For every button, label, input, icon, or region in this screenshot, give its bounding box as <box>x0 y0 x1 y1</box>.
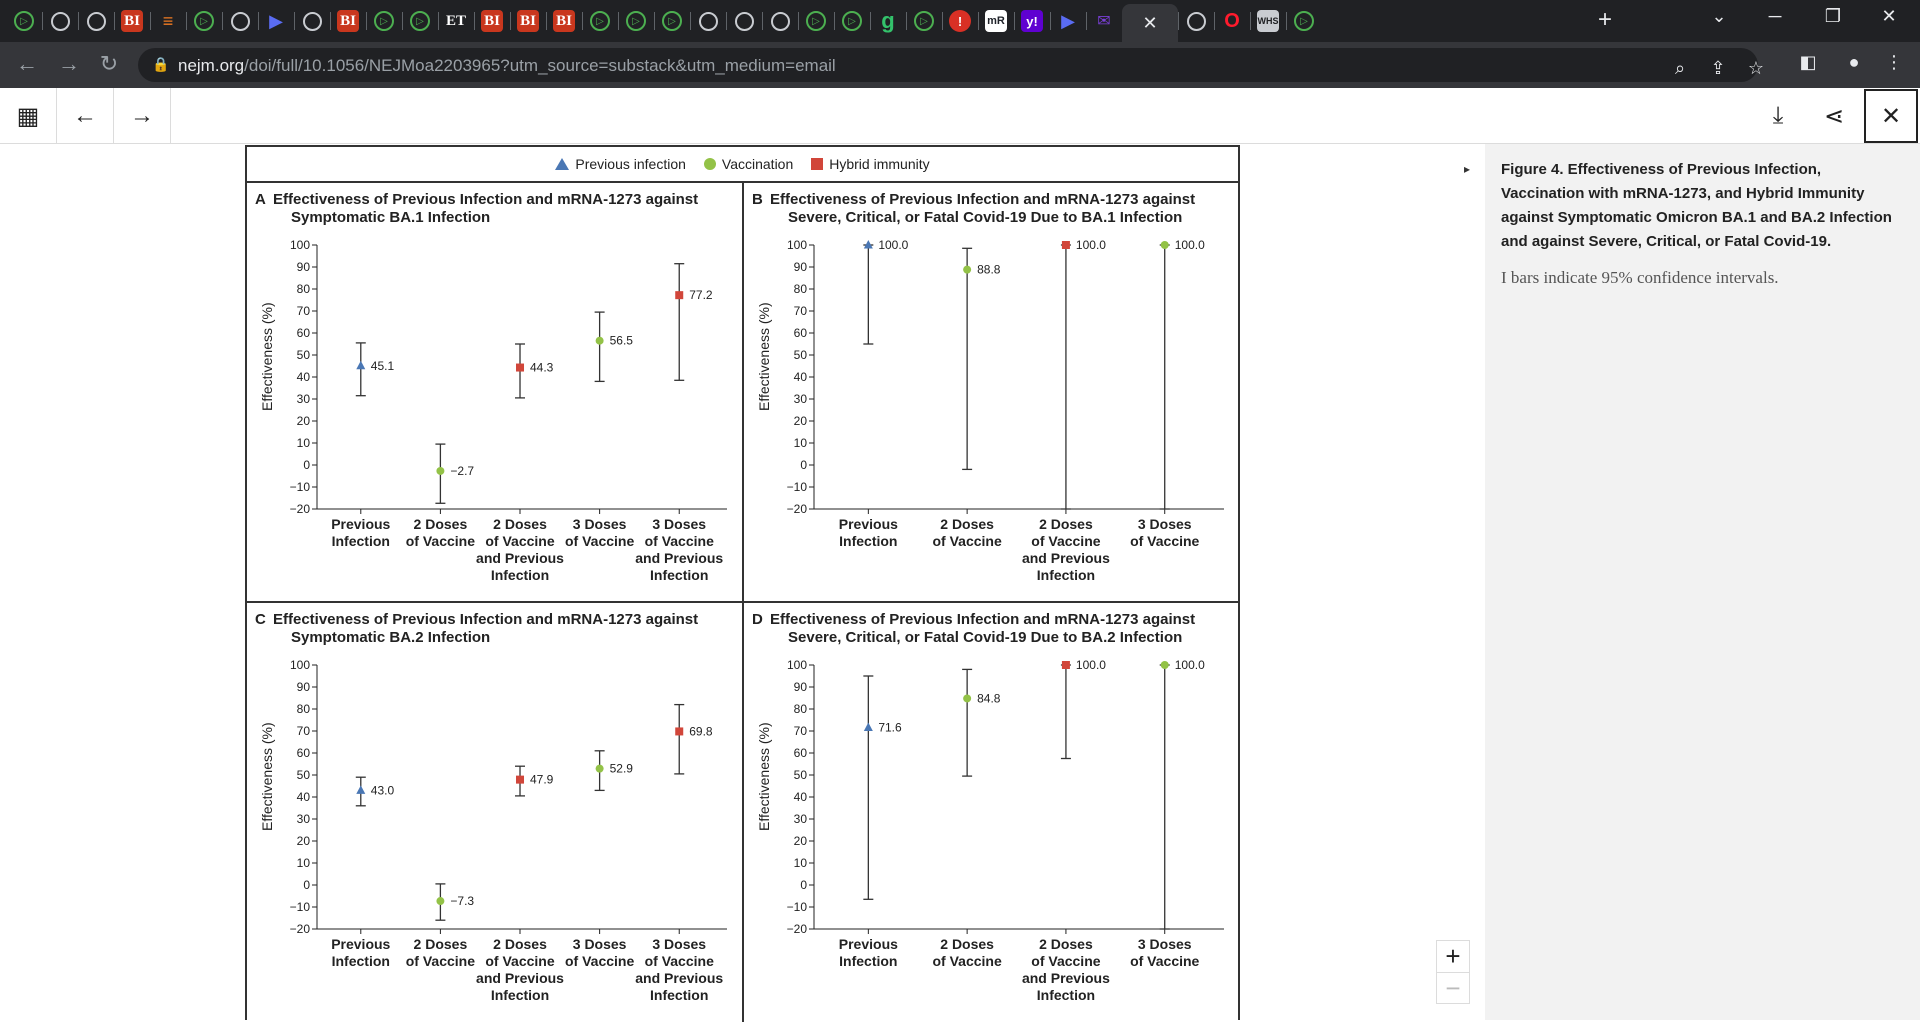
x-tick-label-line: and Previous <box>635 970 724 986</box>
globe-icon <box>87 12 106 31</box>
y-tick-label: −20 <box>289 922 310 936</box>
business-insider-icon: BI <box>517 10 539 32</box>
y-tick-label: −20 <box>786 922 807 936</box>
x-tick-label-line: Infection <box>1036 567 1096 583</box>
x-tick-label-line: Previous <box>331 936 391 952</box>
browser-tab[interactable] <box>330 4 366 38</box>
y-tick-label: 50 <box>296 348 310 362</box>
browser-tab[interactable] <box>6 4 42 38</box>
browser-tab[interactable] <box>942 4 978 38</box>
figure-legend <box>247 147 1238 183</box>
panel-title: B Effectiveness of Previous Infection and mRNA-1273 against Severe, Critical, or Fatal Covid-19 Due to BA.1 Infection <box>752 191 1196 226</box>
y-axis-label: Effectiveness (%) <box>259 302 275 411</box>
y-tick-label: 20 <box>296 414 310 428</box>
globe-icon <box>771 12 790 31</box>
x-tick-label <box>1022 516 1110 583</box>
x-tick-label <box>565 936 634 969</box>
play-icon: ▷ <box>374 11 394 31</box>
url-field[interactable] <box>138 48 1765 82</box>
globe-icon <box>303 12 322 31</box>
data-point-circle <box>1161 661 1169 669</box>
x-tick-label-line: 3 Doses <box>1137 936 1192 952</box>
tab-search-icon[interactable]: ⌄ <box>1711 6 1727 26</box>
data-label: 100.0 <box>1075 658 1106 672</box>
browser-tab-strip <box>0 0 1920 42</box>
data-label: 52.9 <box>609 761 633 776</box>
browser-tab[interactable] <box>726 4 762 38</box>
panel-d <box>744 603 1238 1022</box>
play-icon: ▷ <box>626 11 646 31</box>
share-icon[interactable]: ⋖ <box>1823 102 1845 130</box>
x-tick-label-line: of Vaccine <box>1031 533 1101 549</box>
bookmark-star-icon[interactable]: ☆ <box>1747 58 1765 78</box>
browser-tab[interactable] <box>1286 4 1322 38</box>
legend-hybrid-immunity: Hybrid immunity <box>811 156 929 172</box>
browser-tab[interactable] <box>546 4 582 38</box>
data-label: 44.3 <box>530 360 554 375</box>
play-icon: ▷ <box>806 11 826 31</box>
data-label: 45.1 <box>370 358 395 373</box>
close-viewer-button[interactable]: ✕ <box>1864 89 1918 143</box>
x-tick-label-line: of Vaccine <box>485 533 555 549</box>
x-tick-label-line: of Vaccine <box>644 533 714 549</box>
zoom-out-button[interactable]: − <box>1437 972 1469 1003</box>
collapse-caption-icon[interactable]: ▸ <box>1463 162 1471 176</box>
x-tick-label-line: and Previous <box>476 970 564 986</box>
data-label: 84.8 <box>977 691 1001 706</box>
y-tick-label: 30 <box>793 812 807 826</box>
y-tick-label: 0 <box>303 878 310 892</box>
y-tick-label: 20 <box>793 414 807 428</box>
browser-tab[interactable] <box>1014 4 1050 38</box>
y-tick-label: 50 <box>793 768 807 782</box>
y-tick-label: 30 <box>296 392 310 406</box>
data-label: 100.0 <box>1174 238 1205 252</box>
x-tick-label <box>932 516 1001 549</box>
browser-tab[interactable] <box>978 4 1014 38</box>
y-axis-label: Effectiveness (%) <box>756 302 772 411</box>
data-point-triangle <box>864 722 873 731</box>
y-tick-label: 10 <box>793 436 807 450</box>
y-tick-label: 0 <box>800 458 807 472</box>
et-icon: ET <box>445 10 467 32</box>
browser-tab[interactable] <box>78 4 114 38</box>
yahoo-icon: y! <box>1021 10 1043 32</box>
data-point-circle <box>596 765 604 773</box>
y-tick-label: 60 <box>793 326 807 340</box>
panel-title: A Effectiveness of Previous Infection and mRNA-1273 against Symptomatic BA.1 Infection <box>255 191 699 226</box>
data-point-circle <box>436 897 444 905</box>
data-point-square <box>675 291 683 299</box>
x-tick-label <box>635 936 723 1003</box>
data-point-square <box>516 776 524 784</box>
caption-body: I bars indicate 95% confidence intervals. <box>1501 268 1779 287</box>
play-icon: ▷ <box>914 11 934 31</box>
play-icon: ▷ <box>842 11 862 31</box>
browser-tab[interactable] <box>870 4 906 38</box>
x-tick-label-line: of Vaccine <box>644 953 714 969</box>
x-tick-label-line: 2 Doses <box>413 516 468 532</box>
x-tick-label-line: 3 Doses <box>572 936 627 952</box>
data-point-circle <box>436 467 444 475</box>
close-icon: ✕ <box>1142 12 1158 33</box>
x-tick-label-line: 2 Doses <box>493 936 547 952</box>
browser-tab[interactable] <box>582 4 618 38</box>
business-insider-icon: BI <box>337 10 359 32</box>
browser-tab[interactable] <box>618 4 654 38</box>
data-point-circle <box>1161 241 1169 249</box>
lock-icon: 🔒 <box>152 56 170 72</box>
x-tick-label-line: and Previous <box>1021 550 1110 566</box>
whs-icon: WHS <box>1257 10 1279 32</box>
y-tick-label: 40 <box>793 790 807 804</box>
browser-tab[interactable] <box>1050 4 1086 38</box>
figure-viewer-toolbar <box>0 88 1920 144</box>
globe-icon <box>735 12 754 31</box>
x-tick-label <box>1130 936 1199 969</box>
data-label: 56.5 <box>609 333 633 348</box>
x-tick-label-line: and Previous <box>1021 970 1110 986</box>
browser-tab[interactable] <box>402 4 438 38</box>
y-tick-label: 20 <box>296 834 310 848</box>
x-tick-label-line: 2 Doses <box>940 936 994 952</box>
data-label: 77.2 <box>689 288 713 303</box>
circle-marker-icon <box>704 158 716 170</box>
zoom-icon[interactable]: ⌕ <box>1674 58 1686 78</box>
divider <box>170 88 171 144</box>
x-tick-label-line: Infection <box>331 533 390 549</box>
next-figure-icon[interactable]: → <box>130 102 154 129</box>
y-tick-label: 30 <box>296 812 310 826</box>
data-label: 100.0 <box>1075 238 1106 252</box>
x-tick-label-line: 3 Doses <box>652 936 707 952</box>
browser-tab[interactable] <box>1086 4 1122 38</box>
x-tick-label-line: and Previous <box>476 550 564 566</box>
y-tick-label: 40 <box>296 370 310 384</box>
figure-caption-panel <box>1485 144 1920 1020</box>
x-tick-label-line: 2 Doses <box>413 936 468 952</box>
share-icon[interactable]: ⇪ <box>1710 58 1726 78</box>
x-tick-label-line: of Vaccine <box>1031 953 1101 969</box>
x-tick-label-line: 3 Doses <box>572 516 627 532</box>
y-tick-label: 100 <box>289 658 310 672</box>
reload-icon[interactable]: ↻ <box>99 51 119 76</box>
y-tick-label: 80 <box>793 282 807 296</box>
browser-tab[interactable] <box>834 4 870 38</box>
side-panel-icon[interactable]: ◧ <box>1799 52 1817 72</box>
x-tick-label <box>839 936 898 969</box>
browser-tab[interactable] <box>1250 4 1286 38</box>
y-tick-label: 0 <box>303 458 310 472</box>
forward-icon[interactable]: → <box>58 51 80 76</box>
url-text: nejm.org/doi/full/10.1056/NEJMoa2203965?utm_source=substack&utm_medium=email <box>178 56 836 75</box>
y-tick-label: 10 <box>296 856 310 870</box>
play-icon: ▷ <box>662 11 682 31</box>
play-icon: ▷ <box>194 11 214 31</box>
data-point-circle <box>963 694 971 702</box>
y-tick-label: 30 <box>793 392 807 406</box>
globe-icon <box>699 12 718 31</box>
browser-tab[interactable] <box>150 4 186 38</box>
new-tab-button[interactable]: + <box>1598 6 1613 33</box>
data-label: 100.0 <box>878 238 909 252</box>
y-tick-label: 10 <box>296 436 310 450</box>
y-tick-label: 80 <box>793 702 807 716</box>
play-icon: ▷ <box>410 11 430 31</box>
caption-title: Figure 4. Effectiveness of Previous Infection, Vaccination with mRNA-1273, and Hybrid Immunity against Symptomatic Omicron BA.1 and BA.2 Infection and against Severe, Critical, or Fatal Covid-19. <box>1501 161 1892 250</box>
zoom-controls <box>1436 940 1470 1004</box>
panel-title: D Effectiveness of Previous Infection and mRNA-1273 against Severe, Critical, or Fatal Covid-19 Due to BA.2 Infection <box>752 611 1196 646</box>
play-icon: ▷ <box>590 11 610 31</box>
play-icon: ▷ <box>1294 11 1314 31</box>
y-tick-label: 10 <box>793 856 807 870</box>
x-tick-label <box>565 516 634 549</box>
y-tick-label: 60 <box>296 746 310 760</box>
x-tick-label-line: Infection <box>839 953 898 969</box>
browser-tab[interactable] <box>510 4 546 38</box>
globe-icon <box>51 12 70 31</box>
y-axis-label: Effectiveness (%) <box>756 722 772 831</box>
flag-icon: ▶ <box>1061 10 1075 31</box>
x-tick-label-line: 3 Doses <box>652 516 707 532</box>
y-tick-label: 70 <box>296 724 310 738</box>
data-label: −2.7 <box>450 463 475 478</box>
play-icon: ▷ <box>14 11 34 31</box>
back-icon[interactable]: ← <box>16 51 38 76</box>
chart-svg <box>744 603 1238 1022</box>
x-tick-label <box>932 936 1001 969</box>
business-insider-icon: BI <box>481 10 503 32</box>
x-tick-label-line: of Vaccine <box>405 953 476 969</box>
panel-c <box>247 603 742 1022</box>
browser-tab[interactable] <box>690 4 726 38</box>
grid-view-icon[interactable]: ▦ <box>16 102 40 130</box>
y-tick-label: 60 <box>296 326 310 340</box>
x-tick-label-line: of Vaccine <box>564 533 635 549</box>
browser-tab[interactable] <box>294 4 330 38</box>
y-tick-label: 50 <box>296 768 310 782</box>
y-tick-label: 90 <box>296 680 310 694</box>
bookmark-icon: ≡ <box>162 10 174 31</box>
x-tick-label-line: Infection <box>490 987 550 1003</box>
x-tick-label <box>406 936 475 969</box>
flag-icon: ▶ <box>269 10 283 31</box>
zoom-in-button[interactable]: + <box>1445 941 1461 971</box>
data-point-square <box>675 727 683 735</box>
y-tick-label: 0 <box>800 878 807 892</box>
x-tick-label-line: 3 Doses <box>1137 516 1192 532</box>
browser-tab[interactable] <box>258 4 294 38</box>
x-tick-label-line: Infection <box>839 533 898 549</box>
x-tick-label <box>476 516 564 583</box>
y-tick-label: −10 <box>786 900 807 914</box>
browser-tab[interactable] <box>654 4 690 38</box>
panel-title: C Effectiveness of Previous Infection and mRNA-1273 against Symptomatic BA.2 Infection <box>255 611 699 646</box>
y-tick-label: 50 <box>793 348 807 362</box>
browser-tab[interactable] <box>114 4 150 38</box>
y-tick-label: 40 <box>793 370 807 384</box>
browser-tab[interactable] <box>906 4 942 38</box>
panel-a <box>247 183 742 601</box>
red-alert-icon: ! <box>949 10 971 32</box>
browser-tab[interactable] <box>762 4 798 38</box>
browser-tab[interactable] <box>474 4 510 38</box>
y-tick-label: −10 <box>289 480 310 494</box>
y-tick-label: 80 <box>296 282 310 296</box>
data-label: 69.8 <box>689 724 713 739</box>
y-tick-label: 90 <box>296 260 310 274</box>
minimize-button[interactable]: ─ <box>1768 6 1782 26</box>
x-tick-label <box>839 516 898 549</box>
y-tick-label: 90 <box>793 260 807 274</box>
y-tick-label: 60 <box>793 746 807 760</box>
chart-svg <box>247 183 742 601</box>
data-label: −7.3 <box>450 894 475 909</box>
browser-tab[interactable] <box>798 4 834 38</box>
y-tick-label: −10 <box>786 480 807 494</box>
browser-tab[interactable] <box>438 4 474 38</box>
x-tick-label-line: Previous <box>331 516 391 532</box>
x-tick-label <box>331 936 390 969</box>
data-label: 43.0 <box>370 783 395 798</box>
x-tick-label-line: and Previous <box>635 550 724 566</box>
x-tick-label <box>1130 516 1199 549</box>
restore-button[interactable]: ❐ <box>1824 6 1842 26</box>
x-tick-label-line: of Vaccine <box>485 953 555 969</box>
data-label: 88.8 <box>977 262 1001 277</box>
x-tick-label-line: 2 Doses <box>1039 936 1093 952</box>
browser-tab[interactable] <box>1214 4 1250 38</box>
y-tick-label: 40 <box>296 790 310 804</box>
x-tick-label-line: 2 Doses <box>1039 516 1093 532</box>
data-point-triangle <box>864 240 873 249</box>
x-tick-label <box>476 936 564 1003</box>
square-marker-icon <box>811 158 823 170</box>
business-insider-icon: BI <box>121 10 143 32</box>
data-label: 47.9 <box>530 772 554 787</box>
y-tick-label: −20 <box>289 502 310 516</box>
legend-vaccination: Vaccination <box>704 156 793 172</box>
x-tick-label-line: Infection <box>331 953 390 969</box>
x-tick-label-line: 2 Doses <box>493 516 547 532</box>
previous-figure-icon[interactable]: ← <box>73 102 97 129</box>
figure-4 <box>245 145 1240 1020</box>
x-tick-label-line: of Vaccine <box>932 953 1002 969</box>
data-label: 71.6 <box>878 720 902 735</box>
profile-icon[interactable]: ● <box>1848 52 1860 72</box>
panel-b <box>744 183 1238 601</box>
x-tick-label-line: Previous <box>838 936 898 952</box>
x-tick-label-line: Infection <box>490 567 550 583</box>
data-point-square <box>1062 661 1070 669</box>
x-tick-label <box>331 516 390 549</box>
data-point-square <box>1062 241 1070 249</box>
globe-icon <box>231 12 250 31</box>
data-point-triangle <box>356 361 365 370</box>
y-axis-label: Effectiveness (%) <box>259 722 275 831</box>
browser-tab[interactable] <box>1178 4 1214 38</box>
y-tick-label: 100 <box>786 238 807 252</box>
triangle-marker-icon <box>555 158 569 170</box>
data-point-circle <box>963 266 971 274</box>
x-tick-label-line: Infection <box>650 567 709 583</box>
y-tick-label: 80 <box>296 702 310 716</box>
y-tick-label: 70 <box>296 304 310 318</box>
x-tick-label-line: Infection <box>650 987 709 1003</box>
x-tick-label-line: of Vaccine <box>932 533 1002 549</box>
menu-icon[interactable]: ⋮ <box>1885 52 1903 72</box>
mail-icon: ✉ <box>1097 13 1111 30</box>
x-tick-label-line: of Vaccine <box>1130 533 1200 549</box>
browser-tab[interactable] <box>222 4 258 38</box>
browser-tab[interactable] <box>42 4 78 38</box>
data-point-triangle <box>356 785 365 794</box>
chart-svg <box>247 603 742 1022</box>
legend-previous-infection: Previous infection <box>555 156 686 172</box>
y-tick-label: 70 <box>793 304 807 318</box>
x-tick-label-line: of Vaccine <box>564 953 635 969</box>
browser-tab[interactable] <box>186 4 222 38</box>
data-point-circle <box>596 337 604 345</box>
x-tick-label <box>635 516 723 583</box>
y-tick-label: −10 <box>289 900 310 914</box>
x-tick-label-line: Infection <box>1036 987 1096 1003</box>
y-tick-label: 20 <box>793 834 807 848</box>
x-tick-label <box>406 516 475 549</box>
y-tick-label: 70 <box>793 724 807 738</box>
mr-icon: mR <box>985 10 1007 32</box>
y-tick-label: −20 <box>786 502 807 516</box>
window-close-button[interactable]: ✕ <box>1881 6 1897 26</box>
address-bar-row <box>0 42 1920 88</box>
x-tick-label-line: of Vaccine <box>1130 953 1200 969</box>
browser-tab[interactable] <box>1122 4 1178 42</box>
y-tick-label: 90 <box>793 680 807 694</box>
data-point-square <box>516 364 524 372</box>
y-tick-label: 100 <box>786 658 807 672</box>
x-tick-label-line: 2 Doses <box>940 516 994 532</box>
x-tick-label-line: Previous <box>838 516 898 532</box>
business-insider-icon: BI <box>553 10 575 32</box>
chart-svg <box>744 183 1238 601</box>
globe-icon <box>1187 12 1206 31</box>
y-tick-label: 100 <box>289 238 310 252</box>
data-label: 100.0 <box>1174 658 1205 672</box>
x-tick-label <box>1022 936 1110 1003</box>
x-tick-label-line: of Vaccine <box>405 533 476 549</box>
download-icon[interactable]: ⤓ <box>1772 102 1784 129</box>
browser-tab[interactable] <box>366 4 402 38</box>
g-icon: g <box>881 8 895 33</box>
opera-icon: O <box>1224 9 1240 32</box>
